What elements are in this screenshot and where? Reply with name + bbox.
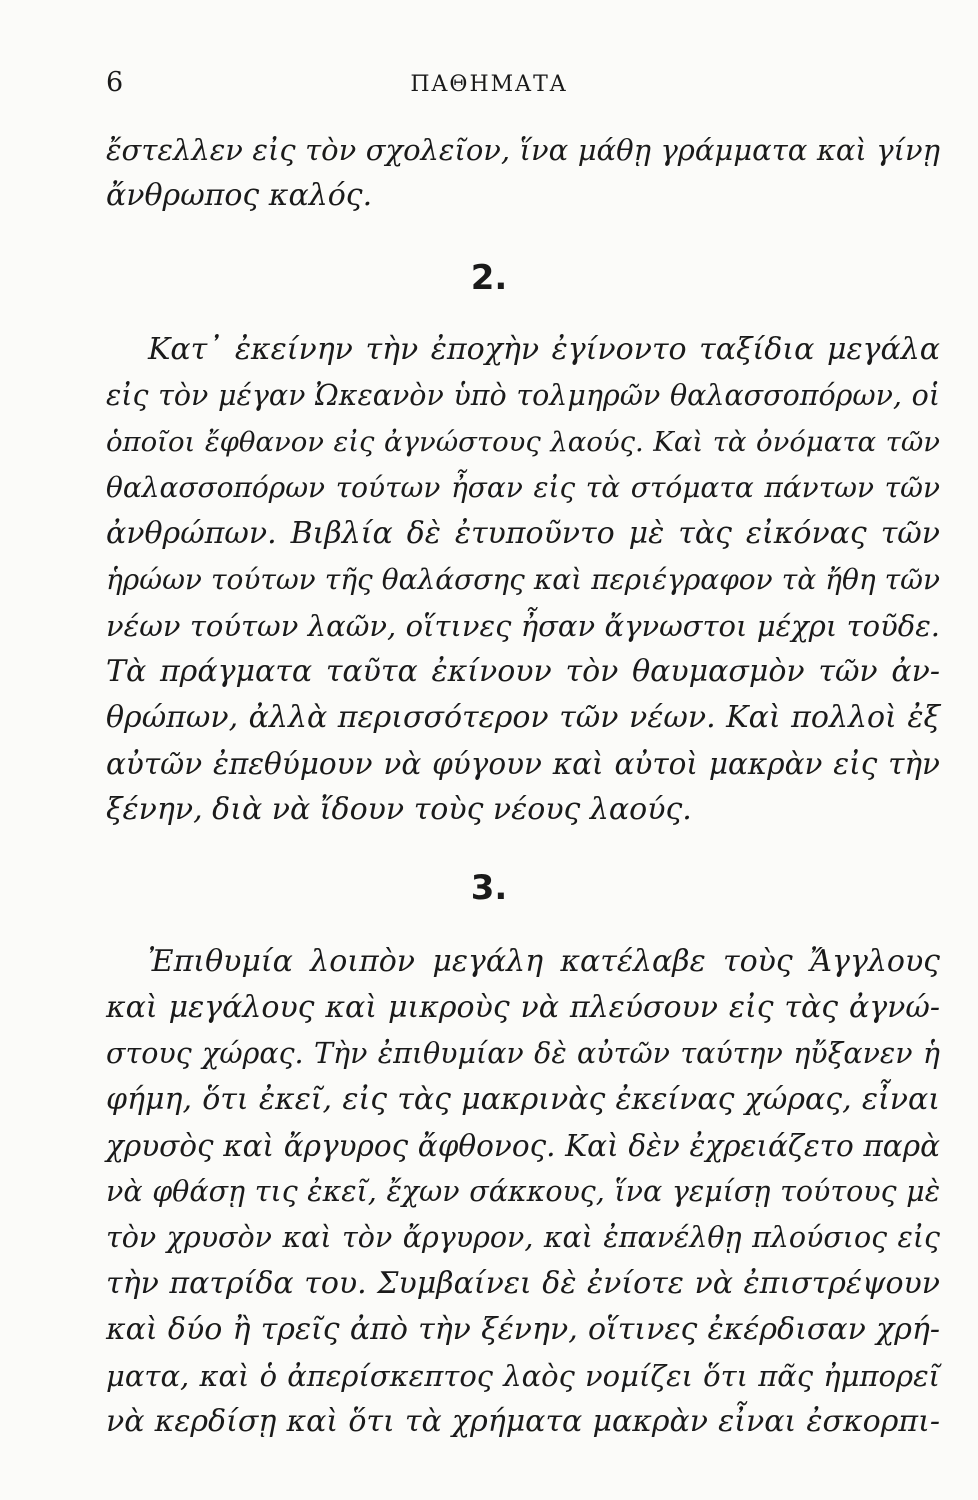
text-line: ἀνθρώπων. Βιβλία δὲ ἐτυποῦντο μὲ τὰς εἰκόνας τῶν [106,516,940,551]
text-line: ματα, καὶ ὁ ἀπερίσκεπτος λαὸς νομίζει ὅτι πᾶς ἠμπορεῖ [106,1359,940,1393]
text-line: στους χώρας. Τὴν ἐπιθυμίαν δὲ αὐτῶν ταύτην ηὔξανεν ἡ [106,1037,940,1070]
text-line: χρυσὸς καὶ ἄργυρος ἄφθονος. Καὶ δὲν ἐχρειάζετο παρὰ [106,1129,940,1163]
text-line: Ἐπιθυμία λοιπὸν μεγάλη κατέλαβε τοὺς Ἄγγλους [148,944,940,979]
text-line: ἡρώων τούτων τῆς θαλάσσης καὶ περιέγραφον τὰ ἤθη τῶν [106,563,940,596]
section-number: 3. [470,868,508,908]
text-line: θρώπων, ἀλλὰ περισσότερον τῶν νέων. Καὶ πολλοὶ ἐξ [106,700,940,735]
text-line: αὐτῶν ἐπεθύμουν νὰ φύγουν καὶ αὐτοὶ μακρὰν εἰς τὴν [106,747,940,781]
text-line: καὶ μεγάλους καὶ μικροὺς νὰ πλεύσουν εἰς τὰς ἀγνώ- [106,990,940,1025]
text-line: Τὰ πράγματα ταῦτα ἐκίνουν τὸν θαυμασμὸν τῶν ἀν- [106,654,940,689]
text-line: νὰ κερδίσῃ καὶ ὅτι τὰ χρήματα μακρὰν εἶναι ἐσκορπι- [106,1404,940,1439]
text-line: ὁποῖοι ἔφθανον εἰς ἀγνώστους λαούς. Καὶ τὰ ὀνόματα τῶν [106,426,940,458]
text-line: Κατ᾽ ἐκείνην τὴν ἐποχὴν ἐγίνοντο ταξίδια μεγάλα [148,332,940,367]
text-line: ἔστελλεν εἰς τὸν σχολεῖον, ἵνα μάθῃ γράμματα καὶ γίνῃ [106,133,940,167]
text-line: νὰ φθάσῃ τις ἐκεῖ, ἔχων σάκκους, ἵνα γεμίσῃ τούτους μὲ [106,1175,940,1208]
running-title: ΠΑΘΗΜΑΤΑ [410,72,568,97]
text-line: φήμη, ὅτι ἐκεῖ, εἰς τὰς μακρινὰς ἐκείνας χώρας, εἶναι [106,1082,940,1117]
text-line: καὶ δύο ἢ τρεῖς ἀπὸ τὴν ξένην, οἵτινες ἐκέρδισαν χρή- [106,1312,940,1347]
text-line: τὴν πατρίδα του. Συμβαίνει δὲ ἐνίοτε νὰ ἐπιστρέψουν [106,1266,940,1301]
text-line: ἄνθρωπος καλός. [106,178,373,213]
text-line: ξένην, διὰ νὰ ἴδουν τοὺς νέους λαούς. [106,792,692,827]
page-number: 6 [106,67,124,98]
text-line: εἰς τὸν μέγαν Ὠκεανὸν ὑπὸ τολμηρῶν θαλασσοπόρων, οἱ [106,379,940,412]
text-line: νέων τούτων λαῶν, οἵτινες ἦσαν ἄγνωστοι μέχρι τοῦδε. [106,609,940,643]
text-line: θαλασσοπόρων τούτων ἦσαν εἰς τὰ στόματα πάντων τῶν [106,471,940,504]
section-number: 2. [470,258,508,298]
text-line: τὸν χρυσὸν καὶ τὸν ἄργυρον, καὶ ἐπανέλθῃ πλούσιος εἰς [106,1221,940,1254]
